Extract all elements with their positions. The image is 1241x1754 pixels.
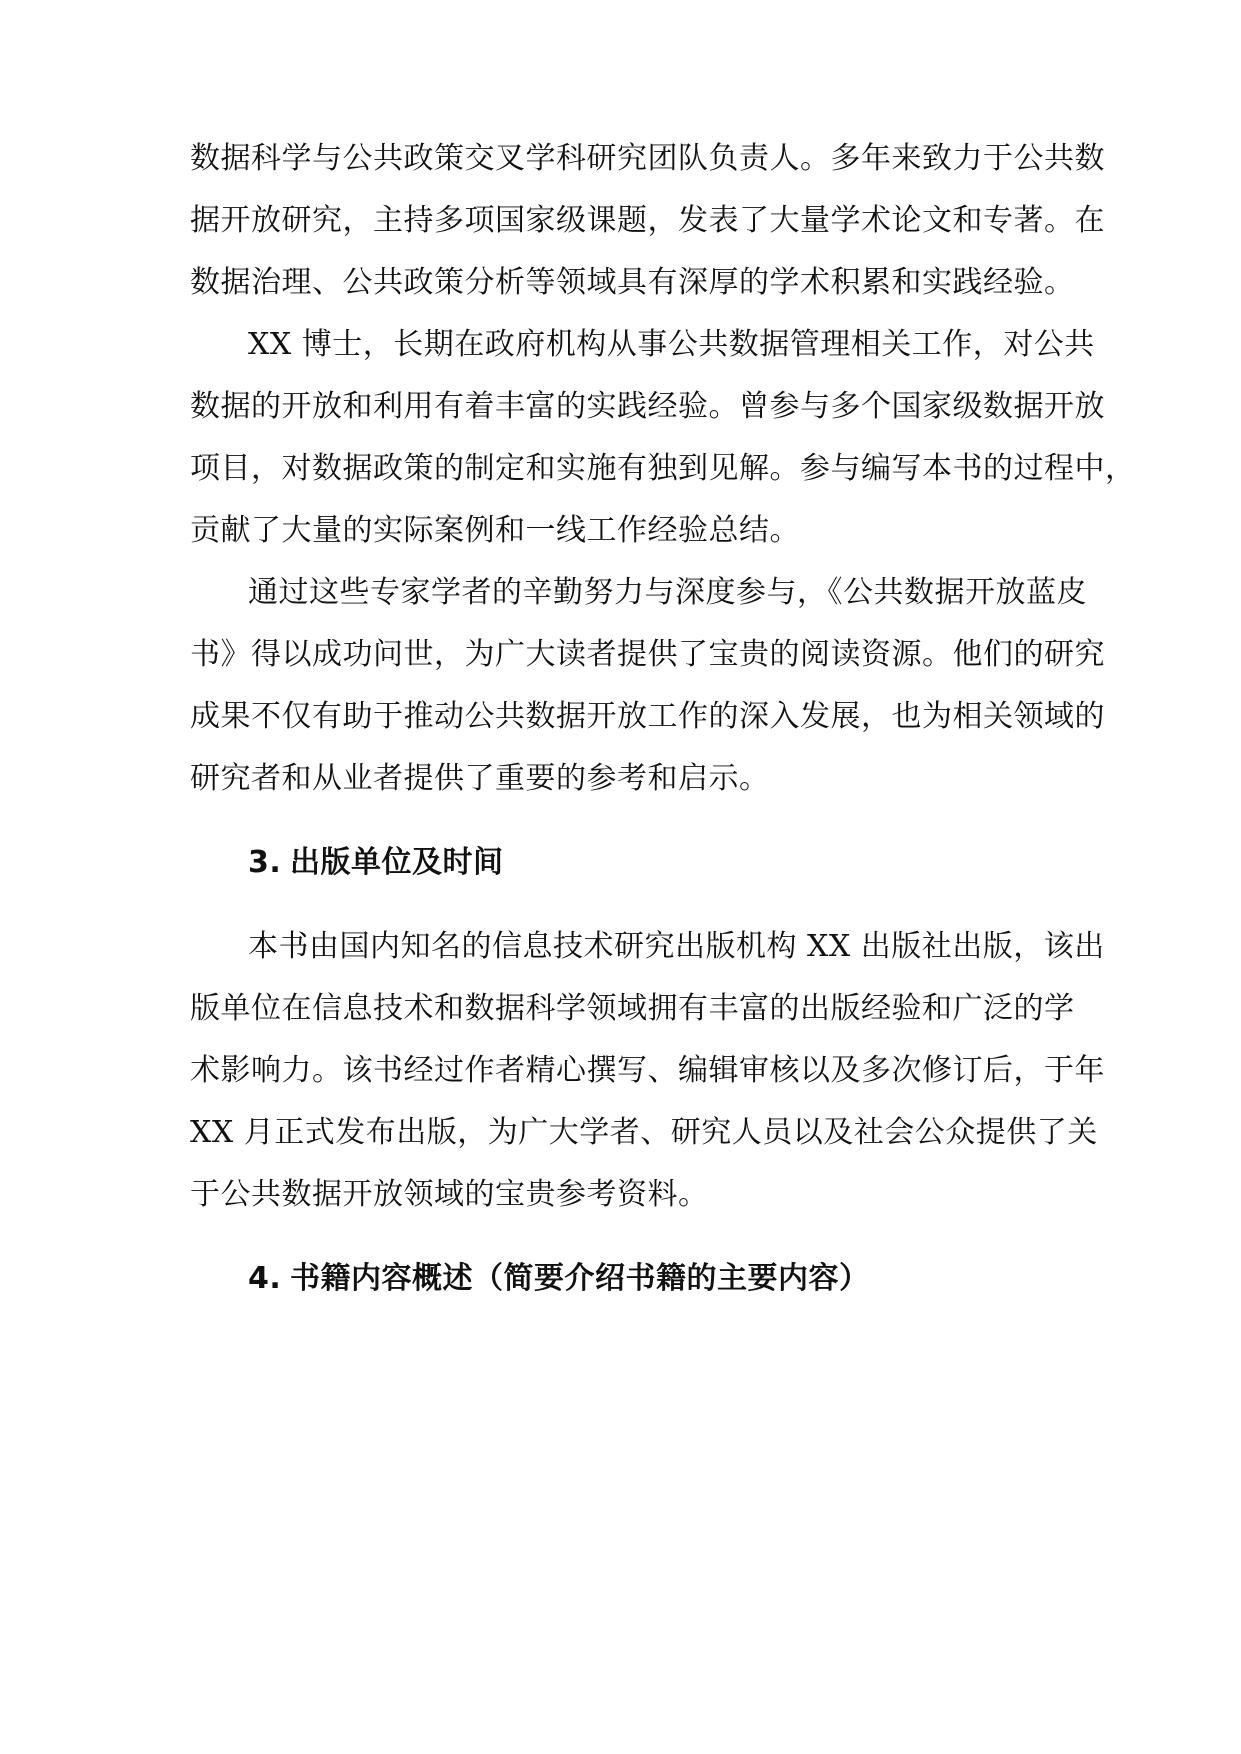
text-line: 据开放研究，主持多项国家级课题，发表了大量学术论文和专著。在 bbox=[190, 203, 1105, 238]
section-title: 书籍内容概述（简要介绍书籍的主要内容） bbox=[290, 1261, 870, 1296]
text-line: 项目，对数据政策的制定和实施有独到见解。参与编写本书的过程中， bbox=[190, 451, 1136, 486]
text-line: 数据的开放和利用有着丰富的实践经验。曾参与多个国家级数据开放 bbox=[190, 389, 1105, 424]
section-heading-publisher bbox=[248, 843, 504, 883]
text-line: 于公共数据开放领域的宝贵参考资料。 bbox=[190, 1177, 709, 1212]
text-line: 数据治理、公共政策分析等领域具有深厚的学术积累和实践经验。 bbox=[190, 265, 1075, 300]
text-line: XX 月正式发布出版，为广大学者、研究人员以及社会公众提供了关 bbox=[190, 1115, 1098, 1150]
text-line: 研究者和从业者提供了重要的参考和启示。 bbox=[190, 761, 770, 796]
section-number: 4. bbox=[248, 1261, 282, 1296]
text-line: 贡献了大量的实际案例和一线工作经验总结。 bbox=[190, 513, 800, 548]
text-line: 版单位在信息技术和数据科学领域拥有丰富的出版经验和广泛的学 bbox=[190, 991, 1075, 1026]
section-title: 出版单位及时间 bbox=[290, 845, 504, 880]
text-line: 本书由国内知名的信息技术研究出版机构 XX 出版社出版，该出 bbox=[248, 929, 1105, 964]
text-line: 书》得以成功问世，为广大读者提供了宝贵的阅读资源。他们的研究 bbox=[190, 637, 1105, 672]
section-heading-content-overview bbox=[248, 1259, 870, 1299]
text-line: 成果不仅有助于推动公共数据开放工作的深入发展，也为相关领域的 bbox=[190, 699, 1105, 734]
text-line: 术影响力。该书经过作者精心撰写、编辑审核以及多次修订后，于年 bbox=[190, 1053, 1105, 1088]
text-line: XX 博士，长期在政府机构从事公共数据管理相关工作，对公共 bbox=[248, 327, 1095, 362]
section-number: 3. bbox=[248, 845, 282, 880]
text-line: 通过这些专家学者的辛勤努力与深度参与，《公共数据开放蓝皮 bbox=[248, 575, 1087, 610]
text-line: 数据科学与公共政策交叉学科研究团队负责人。多年来致力于公共数 bbox=[190, 141, 1105, 176]
